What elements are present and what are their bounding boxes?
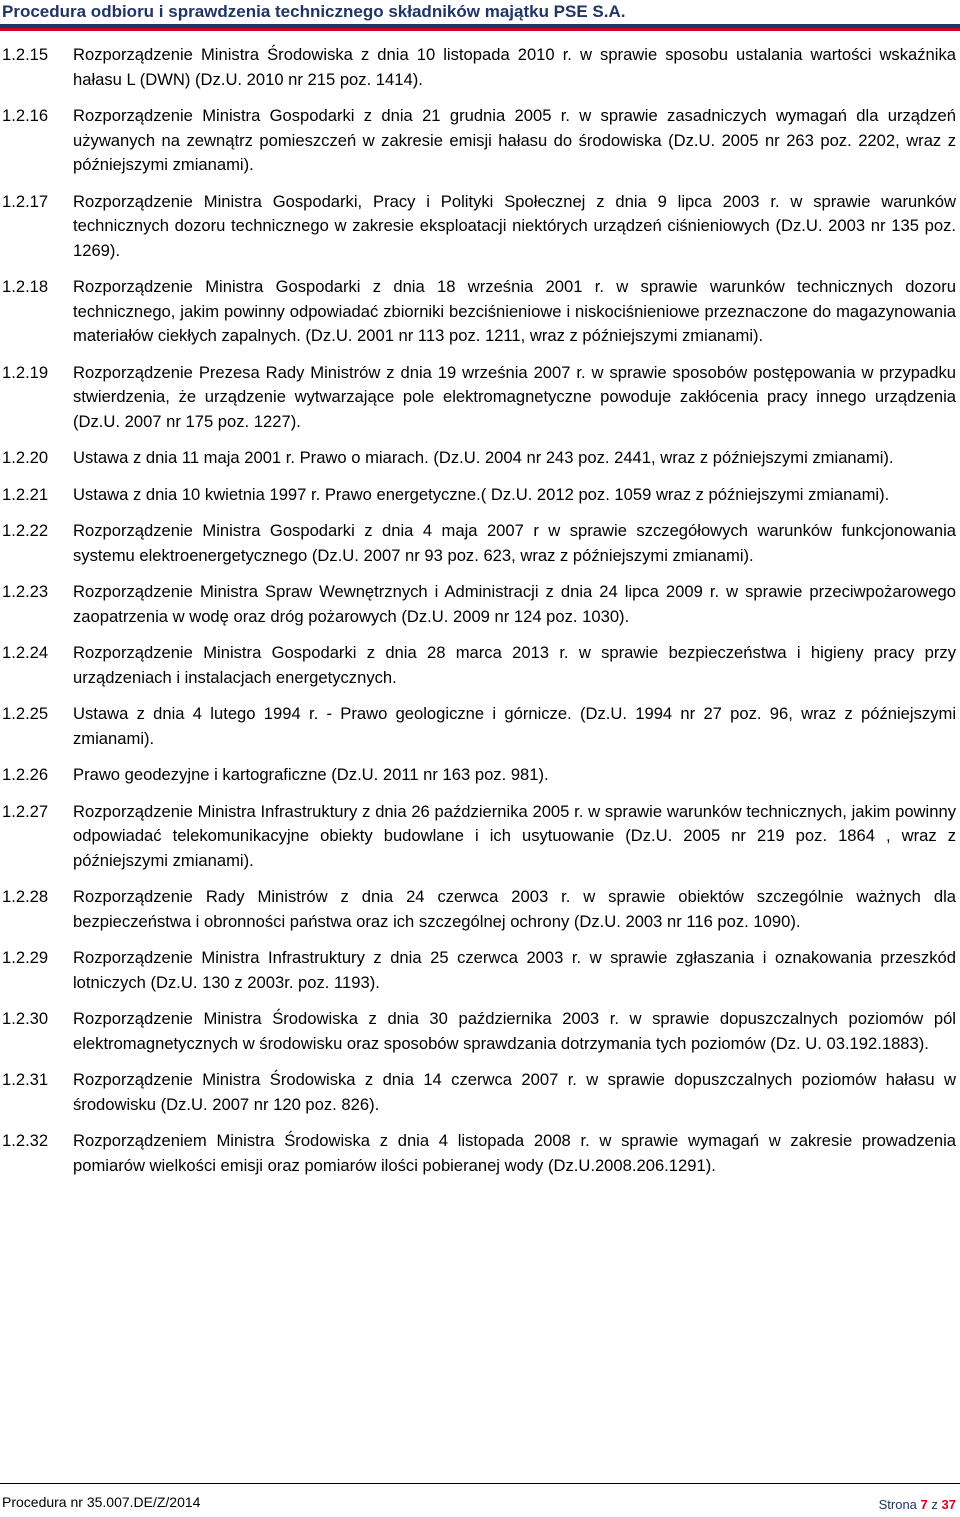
item-text: Prawo geodezyjne i kartograficzne (Dz.U. 2011 nr 163 poz. 981). bbox=[73, 765, 549, 784]
list-item bbox=[0, 763, 956, 788]
item-text: Rozporządzenie Ministra Infrastruktury z dnia 26 października 2005 r. w sprawie warunków technicznych, jakim powinny odpowiadać telekomunikacyjne obiekty budowlane i ich usytuowanie (Dz.U. 2005 nr 219 poz. 1864 , wraz z późniejszymi zmianami). bbox=[73, 801, 956, 870]
item-number: 1.2.32 bbox=[2, 1131, 49, 1150]
item-number: 1.2.31 bbox=[2, 1070, 49, 1089]
item-number: 1.2.15 bbox=[2, 45, 49, 64]
list-item bbox=[0, 1068, 956, 1117]
list-item bbox=[0, 446, 956, 471]
item-text: Rozporządzenie Ministra Środowiska z dnia 30 października 2003 r. w sprawie dopuszczalnych poziomów pól elektromagnetycznych w środowisku oraz sposobów sprawdzania dotrzymania tych poziomów (Dz. U. 03.192.1883). bbox=[73, 1009, 956, 1053]
footer-rule bbox=[0, 1483, 960, 1484]
item-number: 1.2.19 bbox=[2, 362, 49, 382]
list-item bbox=[0, 641, 956, 690]
list-item bbox=[0, 361, 956, 435]
item-text: Rozporządzenie Ministra Infrastruktury z dnia 25 czerwca 2003 r. w sprawie zgłaszania i oznakowania przeszkód lotniczych (Dz.U. 130 z 2003r. poz. 1193). bbox=[73, 948, 956, 992]
item-text: Rozporządzenie Ministra Gospodarki z dnia 4 maja 2007 r w sprawie szczegółowych warunków funkcjonowania systemu elektroenergetycznego (Dz.U. 2007 nr 93 poz. 623, wraz z późniejszymi zmianami). bbox=[73, 521, 956, 565]
footer-page-number bbox=[879, 1497, 956, 1512]
list-item bbox=[0, 1007, 956, 1056]
item-number: 1.2.16 bbox=[2, 106, 49, 125]
footer-procedure-number: Procedura nr 35.007.DE/Z/2014 bbox=[2, 1494, 201, 1510]
regulation-list bbox=[0, 43, 956, 1190]
item-text: Ustawa z dnia 10 kwietnia 1997 r. Prawo energetyczne.( Dz.U. 2012 poz. 1059 wraz z późniejszymi zmianami). bbox=[73, 484, 890, 504]
item-number: 1.2.29 bbox=[2, 948, 49, 967]
item-text: Rozporządzenie Ministra Gospodarki z dnia 21 grudnia 2005 r. w sprawie zasadniczych wymagań dla urządzeń używanych na zewnątrz pomieszczeń w zakresie emisji hałasu do środowiska (Dz.U. 2005 nr 263 poz. 2202, wraz z późniejszymi zmianami). bbox=[73, 106, 956, 174]
item-number: 1.2.23 bbox=[2, 582, 49, 601]
item-text: Rozporządzenie Ministra Spraw Wewnętrznych i Administracji z dnia 24 lipca 2009 r. w sprawie przeciwpożarowego zaopatrzenia w wodę oraz dróg pożarowych (Dz.U. 2009 nr 124 poz. 1030). bbox=[73, 582, 956, 626]
item-text: Ustawa z dnia 11 maja 2001 r. Prawo o miarach. (Dz.U. 2004 nr 243 poz. 2441, wraz z późniejszymi zmianami). bbox=[73, 448, 894, 467]
item-number: 1.2.30 bbox=[2, 1009, 49, 1028]
item-number: 1.2.17 bbox=[2, 191, 49, 211]
item-number: 1.2.22 bbox=[2, 521, 49, 540]
list-item bbox=[0, 43, 956, 92]
item-text: Ustawa z dnia 4 lutego 1994 r. - Prawo geologiczne i górnicze. (Dz.U. 1994 nr 27 poz. 96, wraz z późniejszymi zmianami). bbox=[73, 704, 956, 748]
list-item bbox=[0, 1129, 956, 1178]
list-item bbox=[0, 885, 956, 934]
list-item bbox=[0, 702, 956, 751]
item-text: Rozporządzenie Ministra Środowiska z dnia 14 czerwca 2007 r. w sprawie dopuszczalnych poziomów hałasu w środowisku (Dz.U. 2007 nr 120 poz. 826). bbox=[73, 1070, 956, 1114]
page-separator: z bbox=[931, 1497, 938, 1512]
header-rule-red bbox=[0, 28, 960, 31]
item-number: 1.2.20 bbox=[2, 448, 49, 467]
list-item bbox=[0, 946, 956, 995]
list-item bbox=[0, 519, 956, 568]
item-text: Rozporządzenie Rady Ministrów z dnia 24 czerwca 2003 r. w sprawie obiektów szczególnie ważnych dla bezpieczeństwa i obronności państwa oraz ich szczególnej ochrony (Dz.U. 2003 nr 116 poz. 1090). bbox=[73, 887, 956, 931]
list-item bbox=[0, 580, 956, 629]
list-item bbox=[0, 800, 956, 874]
item-text: Rozporządzeniem Ministra Środowiska z dnia 4 listopada 2008 r. w sprawie wymagań w zakresie prowadzenia pomiarów wielkości emisji oraz pomiarów ilości pobieranej wody (Dz.U.2008.206.1291). bbox=[73, 1131, 956, 1175]
item-number: 1.2.27 bbox=[2, 801, 49, 821]
item-number: 1.2.21 bbox=[2, 484, 49, 504]
item-number: 1.2.24 bbox=[2, 643, 49, 662]
item-number: 1.2.28 bbox=[2, 887, 49, 906]
item-text: Rozporządzenie Ministra Gospodarki z dnia 28 marca 2013 r. w sprawie bezpieczeństwa i higieny pracy przy urządzeniach i instalacjach energetycznych. bbox=[73, 643, 956, 687]
document-header-title: Procedura odbioru i sprawdzenia technicznego składników majątku PSE S.A. bbox=[2, 2, 626, 21]
item-text: Rozporządzenie Ministra Gospodarki z dnia 18 września 2001 r. w sprawie warunków technicznych dozoru technicznego, jakim powinny odpowiadać zbiorniki bezciśnieniowe i niskociśnieniowe przeznaczone do magazynowania materiałów ciekłych zapalnych. (Dz.U. 2001 nr 113 poz. 1211, wraz z późniejszymi zmianami). bbox=[73, 277, 956, 345]
item-text: Rozporządzenie Prezesa Rady Ministrów z dnia 19 września 2007 r. w sprawie sposobów postępowania w przypadku stwierdzenia, że urządzenie wytwarzające pole elektromagnetyczne powoduje zakłócenia pracy innego urządzenia (Dz.U. 2007 nr 175 poz. 1227). bbox=[73, 362, 956, 431]
item-text: Rozporządzenie Ministra Gospodarki, Pracy i Polityki Społecznej z dnia 9 lipca 2003 r. w sprawie warunków technicznych dozoru technicznego w zakresie eksploatacji niektórych urządzeń ciśnieniowych (Dz.U. 2003 nr 135 poz. 1269). bbox=[73, 191, 956, 260]
page-current: 7 bbox=[920, 1497, 928, 1512]
list-item bbox=[0, 275, 956, 349]
item-text: Rozporządzenie Ministra Środowiska z dnia 10 listopada 2010 r. w sprawie sposobu ustalania wartości wskaźnika hałasu L (DWN) (Dz.U. 2010 nr 215 poz. 1414). bbox=[73, 45, 956, 89]
page-label: Strona bbox=[878, 1497, 917, 1512]
item-number: 1.2.25 bbox=[2, 704, 49, 723]
list-item bbox=[0, 190, 956, 264]
list-item bbox=[0, 483, 956, 508]
page-total: 37 bbox=[941, 1497, 956, 1512]
item-number: 1.2.26 bbox=[2, 765, 49, 784]
list-item bbox=[0, 104, 956, 178]
item-number: 1.2.18 bbox=[2, 277, 49, 296]
